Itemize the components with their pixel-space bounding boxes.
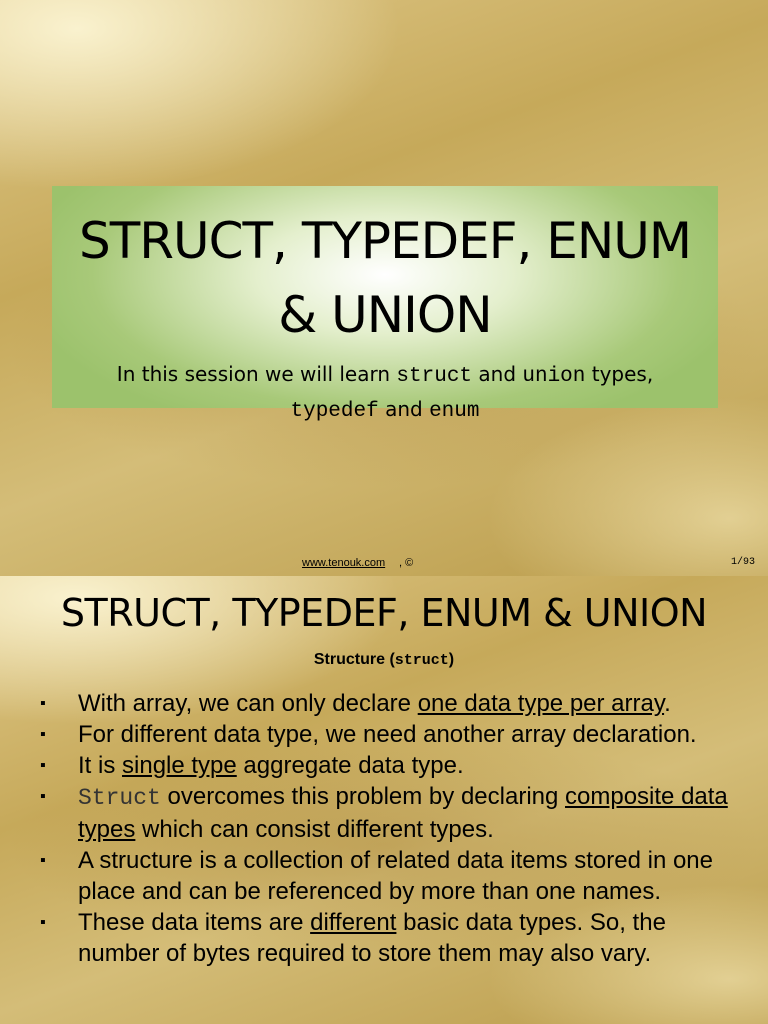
bullet-emphasis: single type xyxy=(122,752,237,779)
slide-2-subtitle xyxy=(0,651,768,669)
bullet-text: These data items are xyxy=(78,909,311,936)
page-number: 1/93 xyxy=(731,557,756,568)
bullet-code: Struct xyxy=(78,785,161,811)
slide-title xyxy=(52,186,718,352)
footer-copyright: , © xyxy=(399,557,414,569)
bullet-text: A structure is a collection of related data items stored in one place and can be referenced by more than one names. xyxy=(78,847,714,905)
subtitle-text-1: In this session we will learn xyxy=(116,362,397,386)
bullet-item xyxy=(0,845,740,907)
bullet-item xyxy=(0,781,740,845)
keyword-struct: struct xyxy=(396,365,473,388)
bullet-text: With array, we can only declare xyxy=(78,690,418,717)
bullet-marker: ▪ xyxy=(40,914,46,931)
footer-link[interactable]: www.tenouk.com xyxy=(302,557,386,569)
bullet-marker: ▪ xyxy=(40,695,46,712)
bullet-text: overcomes this problem by declaring xyxy=(160,783,566,810)
subtitle-text-4: and xyxy=(378,397,430,421)
bullet-emphasis: one data type per array xyxy=(417,690,665,717)
slide-2 xyxy=(0,576,768,1024)
bullet-text: It is xyxy=(78,752,123,779)
title-box xyxy=(52,186,718,423)
bullet-item xyxy=(0,907,740,969)
subtitle-structure: Structure ( xyxy=(313,651,395,668)
bullet-marker: ▪ xyxy=(40,788,46,805)
bullet-text: For different data type, we need another array declaration. xyxy=(78,721,697,748)
slide-subtitle xyxy=(52,358,718,428)
title-line-2: & UNION xyxy=(278,286,492,344)
bullet-text: aggregate data type. xyxy=(236,752,464,779)
bullet-marker: ▪ xyxy=(40,757,46,774)
subtitle-code: struct xyxy=(394,652,449,669)
keyword-typedef: typedef xyxy=(290,400,379,423)
subtitle-text-3: types, xyxy=(585,362,654,386)
bullet-text: . xyxy=(664,690,671,717)
subtitle-close: ) xyxy=(448,651,455,668)
bullet-text: basic data types. So, the number of bytes required to store them may also vary. xyxy=(78,909,666,967)
bullet-marker: ▪ xyxy=(40,726,46,743)
bullet-item xyxy=(0,719,740,750)
bullet-marker: ▪ xyxy=(40,852,46,869)
bullet-text: which can consist different types. xyxy=(135,816,494,843)
slide-2-title: STRUCT, TYPEDEF, ENUM & UNION xyxy=(60,591,708,635)
bullet-item xyxy=(0,688,740,719)
bullet-list xyxy=(0,688,740,969)
keyword-enum: enum xyxy=(429,400,480,423)
bullet-emphasis: different xyxy=(310,909,397,936)
title-line-1: STRUCT, TYPEDEF, ENUM xyxy=(78,212,692,270)
keyword-union: union xyxy=(522,365,586,388)
bullet-emphasis: composite data types xyxy=(78,783,728,843)
bullet-item xyxy=(0,750,740,781)
subtitle-text-2: and xyxy=(472,362,523,386)
